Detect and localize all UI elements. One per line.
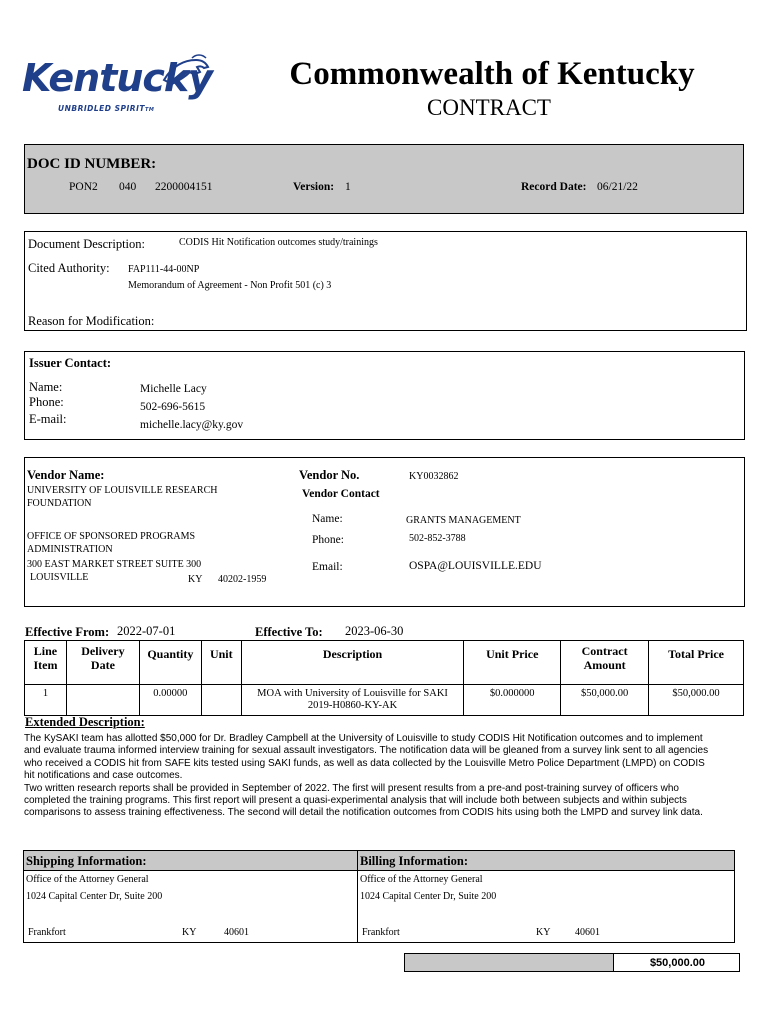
vendor-name-line-1: UNIVERSITY OF LOUISVILLE RESEARCH bbox=[27, 485, 218, 496]
issuer-contact-box bbox=[24, 351, 745, 440]
extended-line: hit notifications and case outcomes. bbox=[24, 770, 183, 782]
shipping-city: Frankfort bbox=[28, 927, 66, 938]
reason-label: Reason for Modification: bbox=[28, 314, 155, 328]
col-delivery-date: Delivery Date bbox=[66, 641, 139, 685]
billing-city: Frankfort bbox=[362, 927, 400, 938]
vendor-zip: 40202-1959 bbox=[218, 574, 267, 585]
effective-from-value: 2022-07-01 bbox=[117, 624, 176, 638]
shipping-line-1: Office of the Attorney General bbox=[26, 874, 149, 885]
cell-description: MOA with University of Louisville for SAKI 2019-H0860-KY-AK bbox=[241, 685, 464, 716]
version-label: Version: bbox=[293, 181, 335, 193]
doc-type: PON2 bbox=[69, 181, 98, 193]
cell-quantity: 0.00000 bbox=[139, 685, 201, 716]
vendor-contact-name-label: Name: bbox=[312, 513, 343, 525]
vendor-state: KY bbox=[188, 574, 203, 585]
extended-line: The KySAKI team has allotted $50,000 for Dr. Bradley Campbell at the University of Louisville to study CODIS Hit Notification outcomes and to implement bbox=[24, 733, 703, 744]
billing-box bbox=[357, 850, 735, 943]
doc-description-label: Document Description: bbox=[28, 237, 145, 251]
line-items-table bbox=[24, 640, 744, 716]
doc-number: 2200004151 bbox=[155, 181, 213, 193]
extended-line: who received a CODIS hit from SAFE kits tested using SAKI funds, as well as data collected by the Louisville Metro Police Department (LMPD) on CODIS bbox=[24, 757, 705, 769]
table-header-row bbox=[25, 641, 744, 685]
cell-unit bbox=[201, 685, 241, 716]
billing-title: Billing Information: bbox=[360, 854, 468, 868]
description-box bbox=[24, 231, 747, 331]
shipping-line-2: 1024 Capital Center Dr, Suite 200 bbox=[26, 891, 163, 902]
cited-authority-line-1: FAP111-44-00NP bbox=[128, 264, 200, 275]
cell-delivery bbox=[66, 685, 139, 716]
vendor-contact-phone: 502-852-3788 bbox=[409, 533, 466, 544]
shipping-state: KY bbox=[182, 927, 197, 938]
logo-wordmark: Kentucky bbox=[22, 56, 212, 100]
extended-line: and evaluate trauma informed interview training for sexual assault investigators. The notification data will be gleaned from a survey link sent to all agencies bbox=[24, 745, 709, 757]
doc-id-label: DOC ID NUMBER: bbox=[27, 156, 157, 172]
col-contract-amount: Contract Amount bbox=[561, 641, 649, 685]
issuer-email[interactable]: michelle.lacy@ky.gov bbox=[140, 419, 244, 431]
record-date-value: 06/21/22 bbox=[597, 181, 638, 193]
vendor-city: LOUISVILLE bbox=[30, 572, 89, 583]
vendor-contact-phone-label: Phone: bbox=[312, 534, 344, 546]
billing-zip: 40601 bbox=[575, 927, 600, 938]
issuer-name: Michelle Lacy bbox=[140, 383, 207, 395]
kentucky-logo bbox=[22, 52, 212, 124]
vendor-address-line-1: OFFICE OF SPONSORED PROGRAMS bbox=[27, 531, 196, 542]
col-description: Description bbox=[241, 641, 464, 685]
extended-description-text bbox=[24, 733, 748, 820]
billing-state: KY bbox=[536, 927, 551, 938]
vendor-no-label: Vendor No. bbox=[299, 468, 360, 482]
col-line-item: Line Item bbox=[25, 641, 67, 685]
col-unit: Unit bbox=[201, 641, 241, 685]
table-row bbox=[25, 685, 744, 716]
doc-id-box bbox=[24, 144, 744, 214]
issuer-phone-label: Phone: bbox=[29, 395, 64, 409]
total-label-cell bbox=[404, 953, 614, 972]
vendor-no-value: KY0032862 bbox=[409, 471, 459, 482]
extended-line: Two written research reports shall be provided in September of 2022. The first will present results from a pre-and post-training survey of officers who bbox=[24, 782, 679, 794]
vendor-address-line-2: ADMINISTRATION bbox=[27, 544, 113, 555]
vendor-contact-label: Vendor Contact bbox=[302, 488, 380, 500]
cited-authority-label: Cited Authority: bbox=[28, 261, 110, 275]
billing-line-1: Office of the Attorney General bbox=[360, 874, 483, 885]
cell-contract-amount: $50,000.00 bbox=[561, 685, 649, 716]
total-amount-cell bbox=[613, 953, 740, 972]
effective-to-label: Effective To: bbox=[255, 625, 323, 639]
vendor-contact-name: GRANTS MANAGEMENT bbox=[406, 515, 521, 526]
effective-to-value: 2023-06-30 bbox=[345, 624, 404, 638]
page-subtitle: CONTRACT bbox=[427, 95, 551, 120]
issuer-email-label: E-mail: bbox=[29, 412, 67, 426]
record-date-label: Record Date: bbox=[521, 181, 587, 193]
vendor-address-line-3: 300 EAST MARKET STREET SUITE 300 bbox=[27, 559, 202, 570]
cell-total-price: $50,000.00 bbox=[649, 685, 744, 716]
total-amount: $50,000.00 bbox=[649, 957, 705, 969]
cited-authority-line-2: Memorandum of Agreement - Non Profit 501 (c) 3 bbox=[128, 280, 332, 291]
version-value: 1 bbox=[345, 181, 351, 193]
doc-dept: 040 bbox=[119, 181, 137, 193]
shipping-title: Shipping Information: bbox=[26, 854, 147, 868]
billing-line-2: 1024 Capital Center Dr, Suite 200 bbox=[360, 891, 497, 902]
extended-line: completed the training programs. This first report will present a quasi-experimental analysis that will include both between subjects and within subjects bbox=[24, 795, 687, 807]
col-quantity: Quantity bbox=[139, 641, 201, 685]
vendor-contact-email[interactable]: OSPA@LOUISVILLE.EDU bbox=[409, 560, 542, 572]
page-title: Commonwealth of Kentucky bbox=[289, 56, 695, 92]
cell-unit-price: $0.000000 bbox=[464, 685, 561, 716]
vendor-box bbox=[24, 457, 745, 607]
shipping-zip: 40601 bbox=[224, 927, 249, 938]
cell-line: 1 bbox=[25, 685, 67, 716]
shipping-box bbox=[23, 850, 358, 943]
extended-line: comparisons to assess training effectiveness. The second will detail the notification outcomes from CODIS hits using both the LMPD and survey link data. bbox=[24, 807, 703, 819]
issuer-contact-title: Issuer Contact: bbox=[29, 356, 112, 370]
extended-description-title: Extended Description: bbox=[25, 715, 145, 729]
issuer-phone: 502-696-5615 bbox=[140, 401, 206, 413]
col-unit-price: Unit Price bbox=[464, 641, 561, 685]
vendor-contact-email-label: Email: bbox=[312, 561, 343, 573]
logo-tagline: UNBRIDLED SPIRITTM bbox=[58, 104, 155, 113]
vendor-name-label: Vendor Name: bbox=[27, 468, 105, 482]
col-total-price: Total Price bbox=[649, 641, 744, 685]
effective-from-label: Effective From: bbox=[25, 625, 110, 639]
vendor-name-line-2: FOUNDATION bbox=[27, 498, 92, 509]
doc-description-value: CODIS Hit Notification outcomes study/trainings bbox=[179, 237, 378, 248]
issuer-name-label: Name: bbox=[29, 380, 63, 394]
